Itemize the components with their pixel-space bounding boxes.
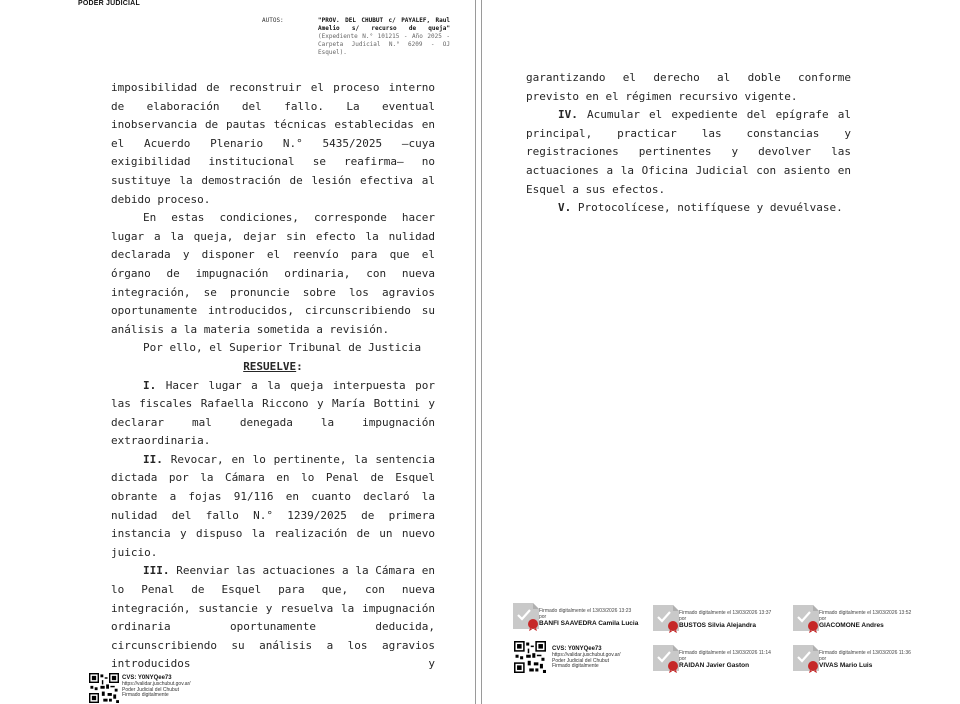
- cvs-code: CVS: Y0NYQee73: [122, 675, 172, 681]
- signature-block: [651, 643, 791, 683]
- autos-text: [318, 17, 450, 57]
- digital-signature-icon: [651, 643, 681, 673]
- left-page: [0, 0, 476, 704]
- signer-name: BUSTOS Silvia Alejandra: [679, 622, 756, 629]
- signature-date: Firmado digitalmente el 13/03/2026 11:14: [679, 650, 771, 656]
- signature-por: por: [679, 656, 687, 662]
- digital-signature-icon: [791, 603, 821, 633]
- signature-por: por: [539, 614, 547, 620]
- signature-date: Firmado digitalmente el 13/03/2026 13:37: [679, 610, 772, 616]
- cvs-org: Poder Judicial del Chubut: [122, 686, 179, 693]
- paragraph-conditions: En estas condiciones, corresponde hacer lugar a la queja, dejar sin efecto la nulidad declarada y disponer el reenvío para que el órgano de impugnación ordinaria, con nueva integración, se pronuncie sobre los agravios oportunamente introducidos, circunscribiendo su análisis a la materia sometida a revisión.: [111, 211, 435, 336]
- signature-date: Firmado digitalmente el 13/03/2026 11:36: [819, 650, 911, 656]
- cvs-signed: Firmado digitalmente: [552, 663, 599, 669]
- signature-date: Firmado digitalmente el 13/03/2026 13:23: [539, 608, 632, 614]
- signature-date: Firmado digitalmente el 13/03/2026 13:52: [819, 610, 912, 616]
- institution-label: PODER JUDICIAL: [78, 0, 140, 7]
- case-detail: (Expediente N.° 101215 - Año 2025 - Carpeta Judicial N.° 6209 - OJ Esquel).: [318, 33, 450, 56]
- paragraph-por-ello: Por ello, el Superior Tribunal de Justicia: [143, 341, 422, 355]
- resolution-item-i: I. Hacer lugar a la queja interpuesta por las fiscales Rafaella Riccono y María Bottini y declarar mal denegada la impugnación extraordinaria.: [111, 378, 435, 448]
- resolution-item-iii: III. Reenviar las actuaciones a la Cámara en lo Penal de Esquel para que, con nueva integración, sustancie y resuelva la impugnación ordinaria oportunamente deducida, circunscribiendo su análisis a los agravios introducidos y: [111, 564, 435, 671]
- qr-code-icon: [514, 641, 546, 673]
- signature-por: por: [819, 656, 827, 662]
- signature-block: [651, 603, 791, 643]
- case-title: "PROV. DEL CHUBUT c/ PAYALEF, Raul Amelio s/ recurso de queja": [318, 17, 450, 32]
- paragraph-continuation-right: garantizando el derecho al doble conforme previsto en el régimen recursivo vigente.: [526, 71, 851, 103]
- signature-por: por: [819, 616, 827, 622]
- signer-name: RAIDAN Javier Gaston: [679, 662, 750, 669]
- cvs-block-right: [552, 646, 621, 670]
- qr-code-icon: [89, 673, 119, 703]
- paragraph-continuation: imposibilidad de reconstruir el proceso interno de elaboración del fallo. La eventual inobservancia de pautas técnicas establecidas en el Acuerdo Plenario N.° 5435/2025 —cuya exigibilidad institucional se reafirma— no sustituye la demostración de lesión efectiva al debido proceso.: [111, 81, 435, 206]
- signature-block: [791, 643, 931, 683]
- resolution-item-v: V. Protocolícese, notifíquese y devuélvase.: [558, 201, 843, 215]
- digital-signature-icon: [511, 601, 541, 631]
- signer-name: BANFI SAAVEDRA Camila Lucia: [539, 620, 639, 627]
- signature-por: por: [679, 616, 687, 622]
- cvs-code: CVS: Y0NYQee73: [552, 646, 602, 652]
- signature-block: [791, 603, 931, 643]
- digital-signature-icon: [791, 643, 821, 673]
- right-page-body: [526, 69, 851, 218]
- cvs-url[interactable]: https://validar.juschubut.gov.ar/: [552, 652, 621, 658]
- cvs-url[interactable]: https://validar.juschubut.gov.ar/: [122, 681, 191, 687]
- resolution-item-ii: II. Revocar, en lo pertinente, la sentencia dictada por la Cámara en lo Penal de Esquel obrante a fojas 91/116 en cuanto declaró la nulidad del fallo N.° 1239/2025 de primera instancia y dispuso la realización de un nuevo juicio.: [111, 452, 435, 559]
- autos-label: AUTOS:: [262, 17, 284, 24]
- cvs-signed: Firmado digitalmente: [122, 692, 169, 698]
- signature-block: [511, 601, 651, 641]
- cvs-org: Poder Judicial del Chubut: [552, 657, 609, 664]
- left-page-body: [111, 79, 435, 674]
- signer-name: VIVAS Mario Luis: [819, 662, 873, 669]
- resuelve-heading: RESUELVE:: [243, 359, 303, 373]
- cvs-block-left: [122, 675, 191, 699]
- resolution-item-iv: IV. Acumular el expediente del epígrafe al principal, practicar las constancias y registraciones pertinentes y devolver las actuaciones a la Oficina Judicial con asiento en Esquel a sus efectos.: [526, 108, 851, 196]
- digital-signature-icon: [651, 603, 681, 633]
- signer-name: GIACOMONE Andres: [819, 622, 884, 629]
